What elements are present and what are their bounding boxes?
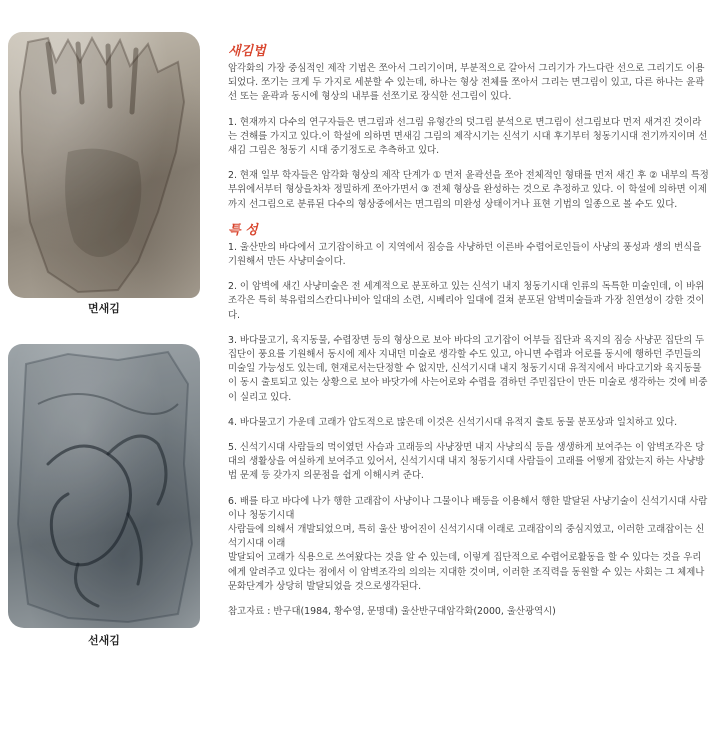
characteristic-point-6-line-a: 6. 배를 타고 바다에 나가 행한 고래잡이 사냥이나 그물이나 배등을 이용해서 행한 발달된 사냥기술이 신석기시대 사람이나 청동기시대 (228, 495, 708, 521)
characteristic-point-1: 1. 울산만의 바다에서 고기잡이하고 이 지역에서 짐승을 사냥하던 이른바 수렵어로인들이 사냥의 풍성과 생의 번식을 기원해서 만든 사냥미술이다. (228, 241, 702, 268)
characteristic-point-6-line-b: 사람들에 의해서 개발되었으며, 특히 울산 방어진이 신석기시대 이래로 고래잡이의 중심지였고, 이러한 고래잡이는 신석기시대 이래 (228, 524, 705, 550)
engraving-method-intro: 암각화의 가장 중심적인 제작 기법은 쪼아서 그리기이며, 부분적으로 갈아서 그리기가 가느다란 선으로 그리기도 이용되었다. 쪼기는 크게 두 가지로 세분할 수 있는데, 하나는 형상 전체를 쪼아서 그리는 면그림이 있고, 다른 하나는 윤곽선 또는 윤곽과 동시에 형상의 내부를 선쪼기로 장식한 선그림이 있다. (228, 63, 705, 103)
rock-carving-photo-line-engraving (8, 344, 200, 628)
engraving-method-point-1: 1. 현재까지 다수의 연구자들은 면그림과 선그림 유형간의 덧그림 분석으로 면그림이 선그림보다 먼저 새겨진 것이라는 견해를 가지고 있다.이 학설에 의하면 면새김 그림의 제작시기는 신석기 시대 후기부터 청동기시대 전기까지이며 선새김 그림은 청동기 시대 중기정도로 추측하고 있다. (228, 116, 708, 157)
article-text (228, 44, 710, 630)
characteristic-point-4: 4. 바다물고기 가운데 고래가 압도적으로 많은데 이것은 신석기시대 유적지 출토 동물 분포상과 일치하고 있다. (228, 416, 678, 428)
reference-note: 참고자료 : 반구대(1984, 황수영, 문명대) 울산반구대암각화(2000, 울산광역시) (228, 606, 556, 618)
photo-caption-face-engraving: 면새김 (88, 302, 120, 315)
section-heading-characteristics: 특 성 (228, 222, 258, 238)
characteristic-point-6-line-c: 발달되어 고래가 식용으로 쓰여왔다는 것을 알 수 있는데, 이렇게 집단적으로 수렵어로활동을 할 수 있다는 것을 우리에게 알려주고 있다는 점에서 이 암벽조각의 의의는 지대한 것이며, 이러한 조직력을 동원할 수 있는 사회는 그 체제나 문화단계가 상당히 발달되었을 것으로생각된다. (228, 552, 705, 592)
photo-caption-line-engraving: 선새김 (88, 634, 120, 647)
face-engraving-illustration (8, 32, 200, 298)
line-engraving-illustration (8, 344, 200, 628)
rock-carving-photo-face-engraving (8, 32, 200, 298)
engraving-method-point-2: 2. 현재 일부 학자들은 암각화 형상의 제작 단계가 ① 먼저 윤곽선을 쪼아 전체적인 형태를 먼저 새긴 후 ② 내부의 특정부위에서부터 형상을차차 정밀하게 쪼아가면서 ③ 전체 형상을 완성하는 것으로 추정하고 있다. 이 학설에 의하면 이제까지 선그림으로 분류된 다수의 형상중에서는 면그림의 미완성 상태이거나 표현 기법의 일종으로 볼 수도 있다. (228, 170, 709, 210)
characteristic-point-3: 3. 바다물고기, 육지동물, 수렵장면 등의 형상으로 보아 바다의 고기잡이 어부들 집단과 육지의 짐승 사냥꾼 집단의 두 집단이 풍요를 기원해서 동시에 제사 지내던 미술로 생각할 수도 있고, 아니면 수렵과 어로를 동시에 행하던 주민들의 미술일 가능성도 있는데, 현재로서는단정할 수 없지만, 신석기시대 내지 청동기시대 유적지에서 바다고기와 육지동물이 동시 출토되고 있는 상황으로 보아 바닷가에 사는어로와 수렵을 겸하던 주민집단이 만든 미술로 생각하는 것에 비중이 실리고 있다. (228, 334, 708, 403)
characteristic-point-5: 5. 신석기시대 사람들의 먹이였던 사슴과 고래등의 사냥장면 내지 사냥의식 등을 생생하게 보여주는 이 암벽조각은 당대의 생활상을 여실하게 보여주고 있어서, 신석기시대 내지 청동기시대 사람들이 고래를 어떻게 잡았는지 하는 사냥방법 문제 등 갖가지 의문점을 쉽게 이해시켜 준다. (228, 442, 705, 482)
characteristic-point-6 (228, 495, 710, 594)
characteristic-point-2: 2. 이 암벽에 새긴 사냥미술은 전 세계적으로 분포하고 있는 신석기 내지 청동기시대 인류의 독특한 미술인데, 이 바위조각은 특히 북유럽의스칸디나비아 일대의 소련, 시베리아 일대에 걸쳐 분포된 암벽미술들과 가장 친연성이 강한 것이다. (228, 281, 705, 321)
section-heading-engraving-method: 새김법 (228, 44, 266, 59)
